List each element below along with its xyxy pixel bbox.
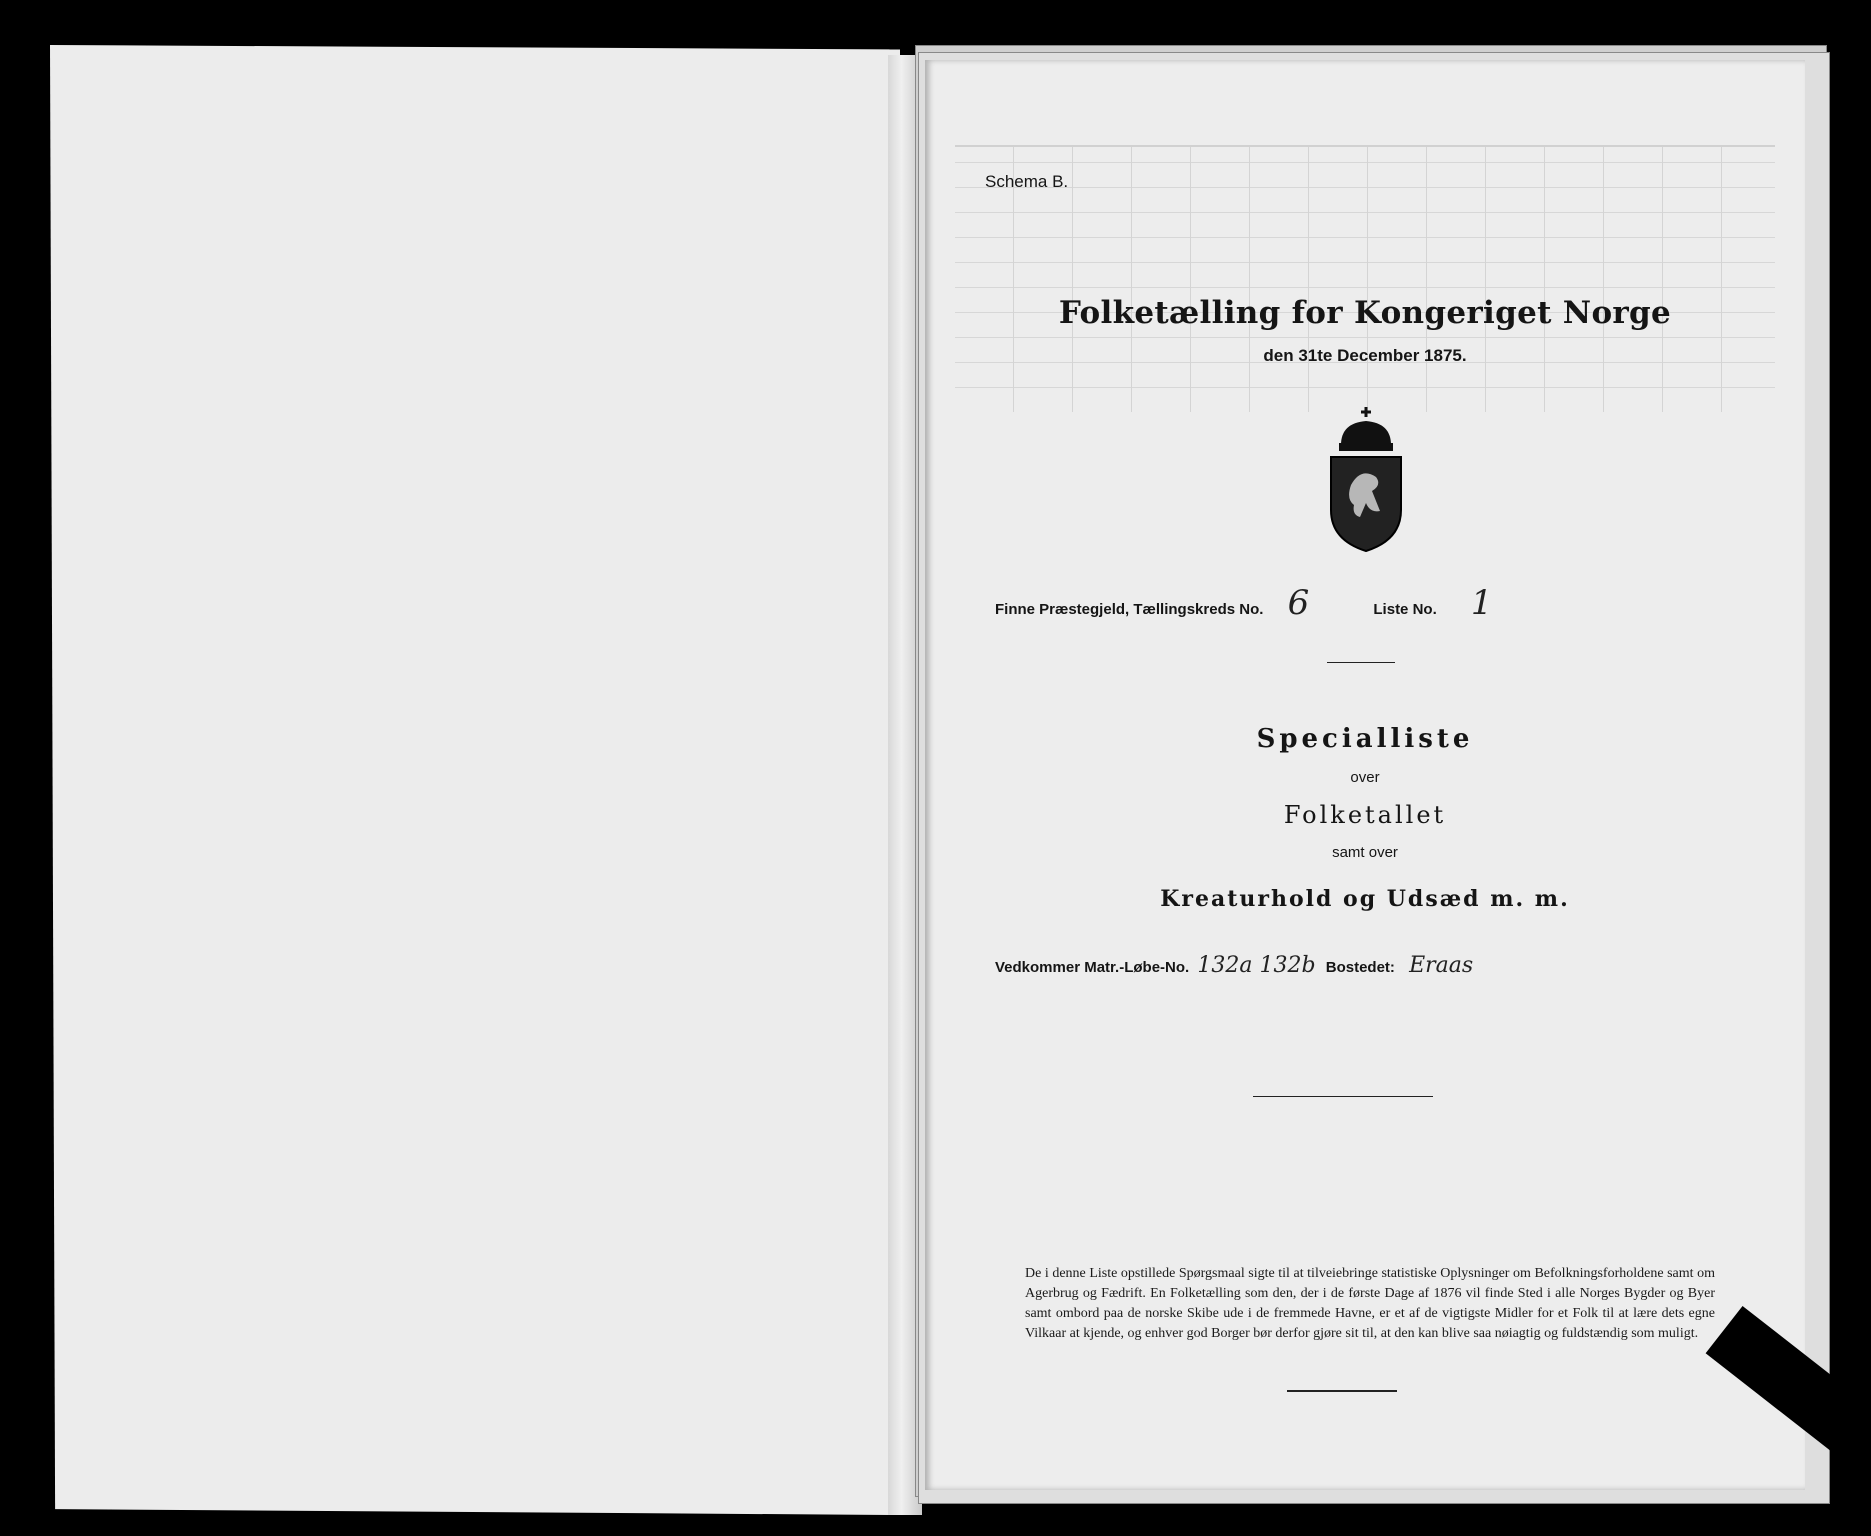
heading-specialliste: Specialliste xyxy=(1256,724,1474,754)
matr-label: Vedkommer Matr.-Løbe-No. xyxy=(995,959,1190,976)
coat-of-arms-icon xyxy=(1321,405,1411,555)
parish-label: Finne Præstegjeld, xyxy=(995,601,1130,618)
bostedet-label: Bostedet: xyxy=(1325,959,1395,976)
list-label: Liste No. xyxy=(1373,601,1437,618)
matr-number: 132a 132b xyxy=(1197,953,1316,978)
bostedet-value: Eraas xyxy=(1409,953,1474,978)
district-label: Tællingskreds No. xyxy=(1133,601,1264,618)
separator-rule xyxy=(1253,1096,1433,1097)
list-number: 1 xyxy=(1470,583,1493,623)
district-number: 6 xyxy=(1287,583,1310,623)
census-form-page xyxy=(925,60,1805,1490)
word-over: over xyxy=(1350,769,1380,786)
matr-line xyxy=(995,953,1473,978)
page-title: Folketælling for Kongeriget Norge xyxy=(1058,295,1672,331)
left-blank-page xyxy=(50,45,900,1515)
separator-rule xyxy=(1287,1390,1397,1392)
word-samt-over: samt over xyxy=(1332,844,1398,861)
district-line xyxy=(995,583,1493,623)
heading-folketallet: Folketallet xyxy=(1283,801,1447,829)
separator-rule xyxy=(1327,662,1395,663)
date-line: den 31te December 1875. xyxy=(1263,346,1467,365)
schema-label: Schema B. xyxy=(985,172,1069,191)
bleed-through-table xyxy=(955,145,1775,412)
footer-paragraph: De i denne Liste opstillede Spørgsmaal sigte til at tilveiebringe statistiske Oplysninger om Befolkningsforholdene samt om Agerbrug og Fædrift. En Folketælling som den, der i de første Dage af 1876 vil finde Sted i alle Norges Bygder og Byer samt ombord paa de norske Skibe ude i de fremmede Havne, er et af de vigtigste Midler for et Folk til at lære dets egne Vilkaar at kjende, og enhver god Borger bør derfor gjøre sit til, at den kan blive saa nøiagtig og fuldstændig som muligt. xyxy=(1025,1266,1715,1341)
heading-kreaturhold: Kreaturhold og Udsæd m. m. xyxy=(1160,886,1570,912)
